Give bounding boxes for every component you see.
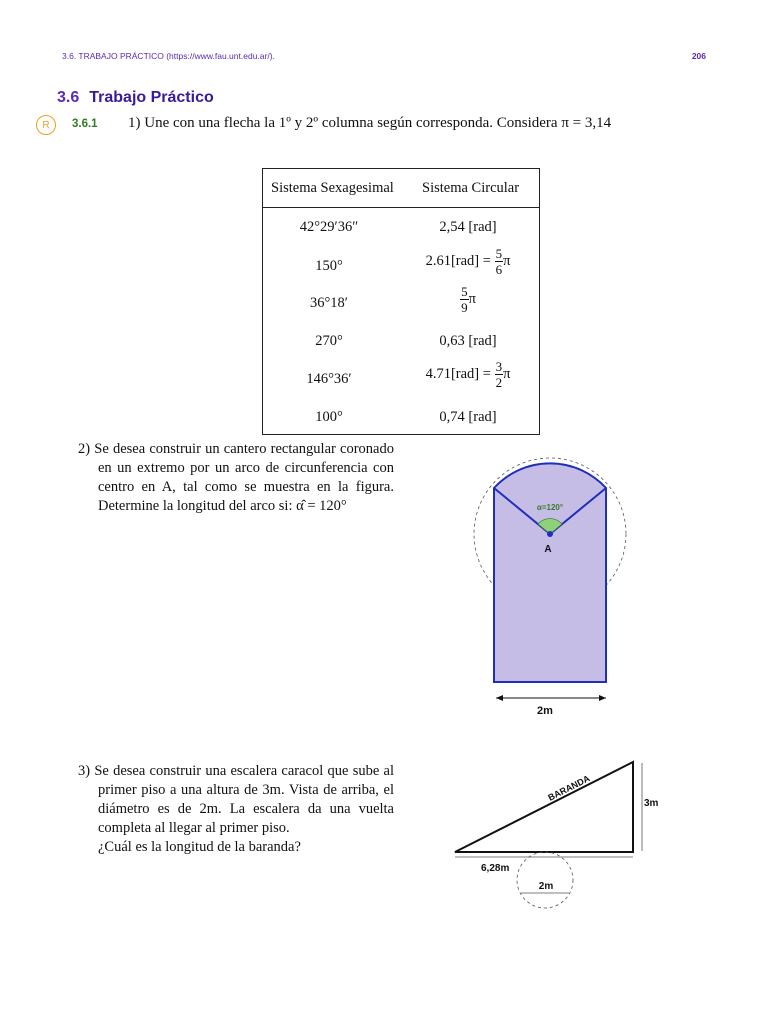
header-chapter: 3.6. TRABAJO PRÁCTICO (https://www.fau.unt.edu.ar/). bbox=[62, 51, 275, 61]
table-cell-sexagesimal: 36°18′ bbox=[310, 295, 348, 311]
width-label: 2m bbox=[537, 705, 553, 717]
diameter-label: 2m bbox=[538, 881, 554, 892]
pi-symbol: π bbox=[503, 366, 511, 382]
circular-prefix: 2.61[rad] = bbox=[425, 253, 491, 269]
problem-3-text bbox=[78, 762, 394, 857]
table-cell-circular: 2,54 [rad] bbox=[439, 219, 497, 235]
pi-symbol: π bbox=[503, 253, 511, 269]
denominator: 6 bbox=[495, 262, 503, 277]
table-cell-circular bbox=[401, 247, 535, 276]
table-cell-sexagesimal: 42°29′36″ bbox=[299, 219, 359, 235]
triangle bbox=[455, 762, 633, 852]
running-header bbox=[62, 51, 706, 65]
page-number: 206 bbox=[691, 51, 706, 61]
table-cell-circular: 0,63 [rad] bbox=[439, 333, 497, 349]
fraction bbox=[460, 285, 469, 314]
planter-figure bbox=[460, 440, 640, 730]
table-cell-circular: 0,74 [rad] bbox=[439, 409, 497, 425]
conversion-table bbox=[262, 168, 540, 435]
problem-3-statement: 3) Se desea construir una escalera caracol que sube al primer piso a una altura de 3m. Vista de arriba, el diámetro es de 2m. La escalera da una vuelta completa al llegar al primer piso. bbox=[78, 763, 394, 836]
resolved-badge-icon: R bbox=[36, 115, 56, 135]
fraction bbox=[495, 360, 504, 389]
dashed-circle bbox=[517, 852, 573, 908]
numerator: 5 bbox=[495, 246, 503, 261]
staircase-figure bbox=[445, 755, 670, 920]
problem-2-text bbox=[78, 440, 394, 516]
numerator: 3 bbox=[495, 359, 503, 374]
railing-label: BARANDA bbox=[546, 773, 592, 803]
fraction bbox=[495, 247, 504, 276]
col-circular-header: Sistema Circular bbox=[422, 180, 520, 196]
table-header bbox=[263, 169, 539, 208]
base-label: 6,28m bbox=[481, 863, 510, 874]
exercise-number: 3.6.1 bbox=[72, 118, 98, 130]
problem-3-question: ¿Cuál es la longitud de la baranda? bbox=[98, 839, 301, 855]
exercise-statement: 1) Une con una flecha la 1º y 2º columna según corresponda. Considera π = 3,14 bbox=[128, 115, 612, 131]
angle-label: α=120° bbox=[536, 503, 564, 512]
denominator: 9 bbox=[461, 300, 468, 315]
height-label: 3m bbox=[644, 798, 659, 809]
table-cell-sexagesimal: 146°36′ bbox=[306, 371, 352, 387]
numerator: 5 bbox=[461, 284, 468, 299]
table-cell-circular bbox=[401, 360, 535, 389]
center-label: A bbox=[544, 544, 552, 555]
center-point bbox=[547, 531, 553, 537]
col-sexagesimal-header: Sistema Sexagesimal bbox=[271, 180, 394, 196]
pi-symbol: π bbox=[468, 291, 476, 307]
problem-2-statement: 2) Se desea construir un cantero rectangular coronado en un extremo por un arco de circunferencia con centro en A, tal como se muestra en la figura. Determine la longitud del arco si: α̂ = 120° bbox=[78, 441, 394, 514]
section-title bbox=[57, 89, 214, 107]
denominator: 2 bbox=[495, 375, 503, 390]
section-heading: Trabajo Práctico bbox=[89, 89, 214, 106]
table-cell-sexagesimal: 150° bbox=[315, 258, 343, 274]
section-number: 3.6 bbox=[57, 89, 80, 106]
table-cell-sexagesimal: 270° bbox=[315, 333, 343, 349]
table-cell-circular bbox=[401, 285, 535, 314]
table-cell-sexagesimal: 100° bbox=[315, 409, 343, 425]
circular-prefix: 4.71[rad] = bbox=[425, 366, 491, 382]
planter-shape bbox=[494, 463, 606, 682]
